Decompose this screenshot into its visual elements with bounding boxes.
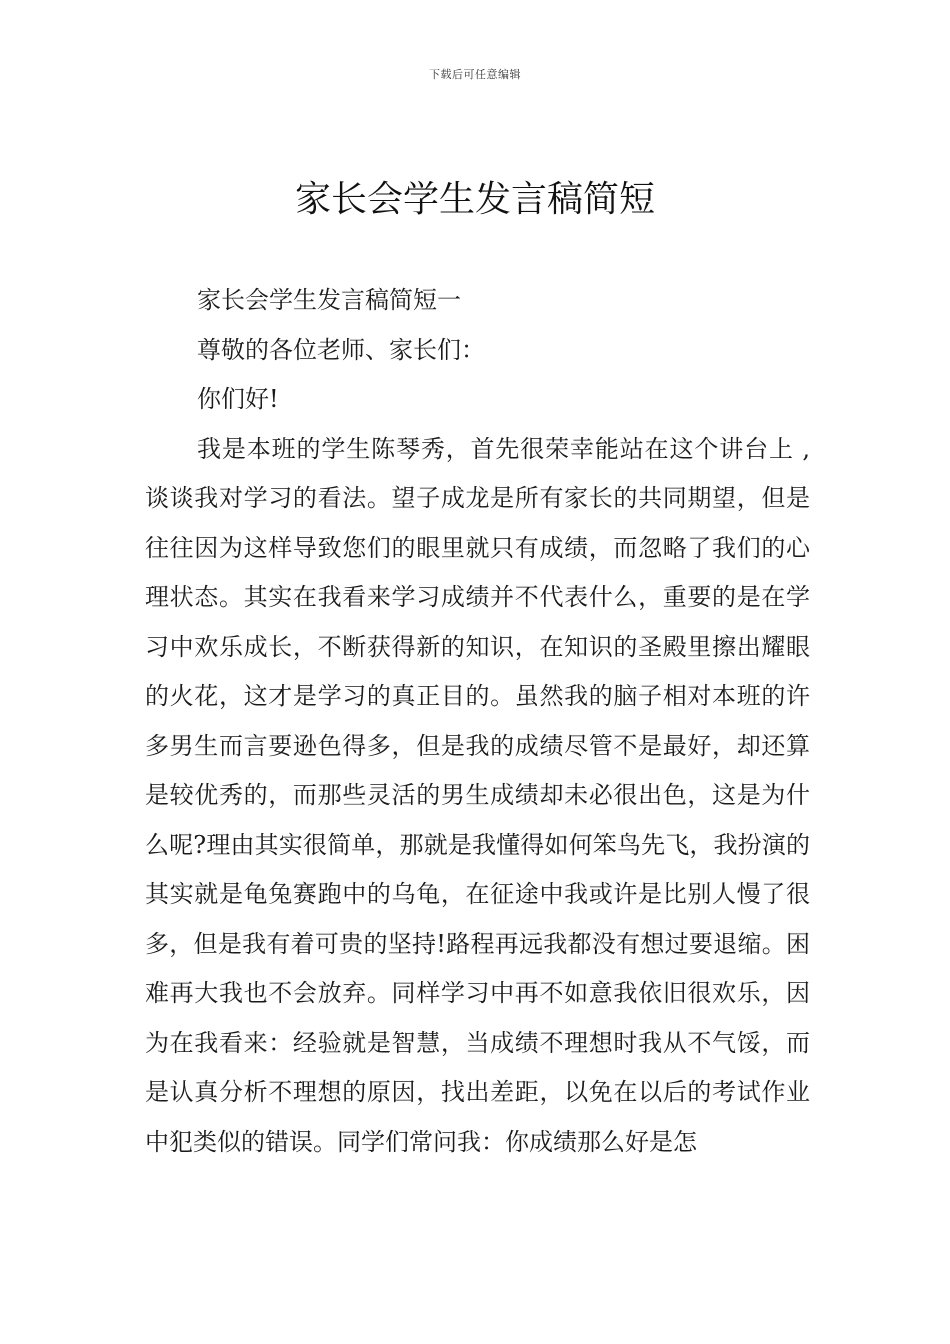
header-note: 下载后可任意编辑 [429,68,521,81]
document-title: 家长会学生发言稿简短 [294,179,655,220]
salutation-paragraph: 尊敬的各位老师、家长们： [197,335,485,364]
document-body [145,276,810,1167]
greeting-paragraph: 你们好! [197,385,279,413]
body-paragraph: 我是本班的学生陈琴秀，首先很荣幸能站在这个讲台上 ,谈谈我对学习的看法。望子成龙是所有家长的共同期望，但是往往因为这样导致您们的眼里就只有成绩，而忽略了我们的心理状态。其实在我看来学习成绩并不代表什么，重要的是在学习中欢乐成长，不断获得新的知识，在知识的圣殿里擦出耀眼的火花，这才是学习的真正目的。虽然我的脑子相对本班的许多男生而言要逊色得多，但是我的成绩尽管不是最好，却还算是较优秀的，而那些灵活的男生成绩却未必很出色，这是为什么呢?理由其实很简单，那就是我懂得如何笨鸟先飞，我扮演的其实就是龟兔赛跑中的乌龟，在征途中我或许是比别人慢了很多，但是我有着可贵的坚持!路程再远我都没有想过要退缩。困难再大我也不会放弃。同样学习中再不如意我依旧很欢乐，因为在我看来：经验就是智慧，当成绩不理想时我从不气馁，而是认真分析不理想的原因，找出差距，以免在以后的考试作业中犯类似的错误。同学们常问我：你成绩那么好是怎 [145,434,810,1156]
subtitle-paragraph: 家长会学生发言稿简短一 [197,286,461,314]
